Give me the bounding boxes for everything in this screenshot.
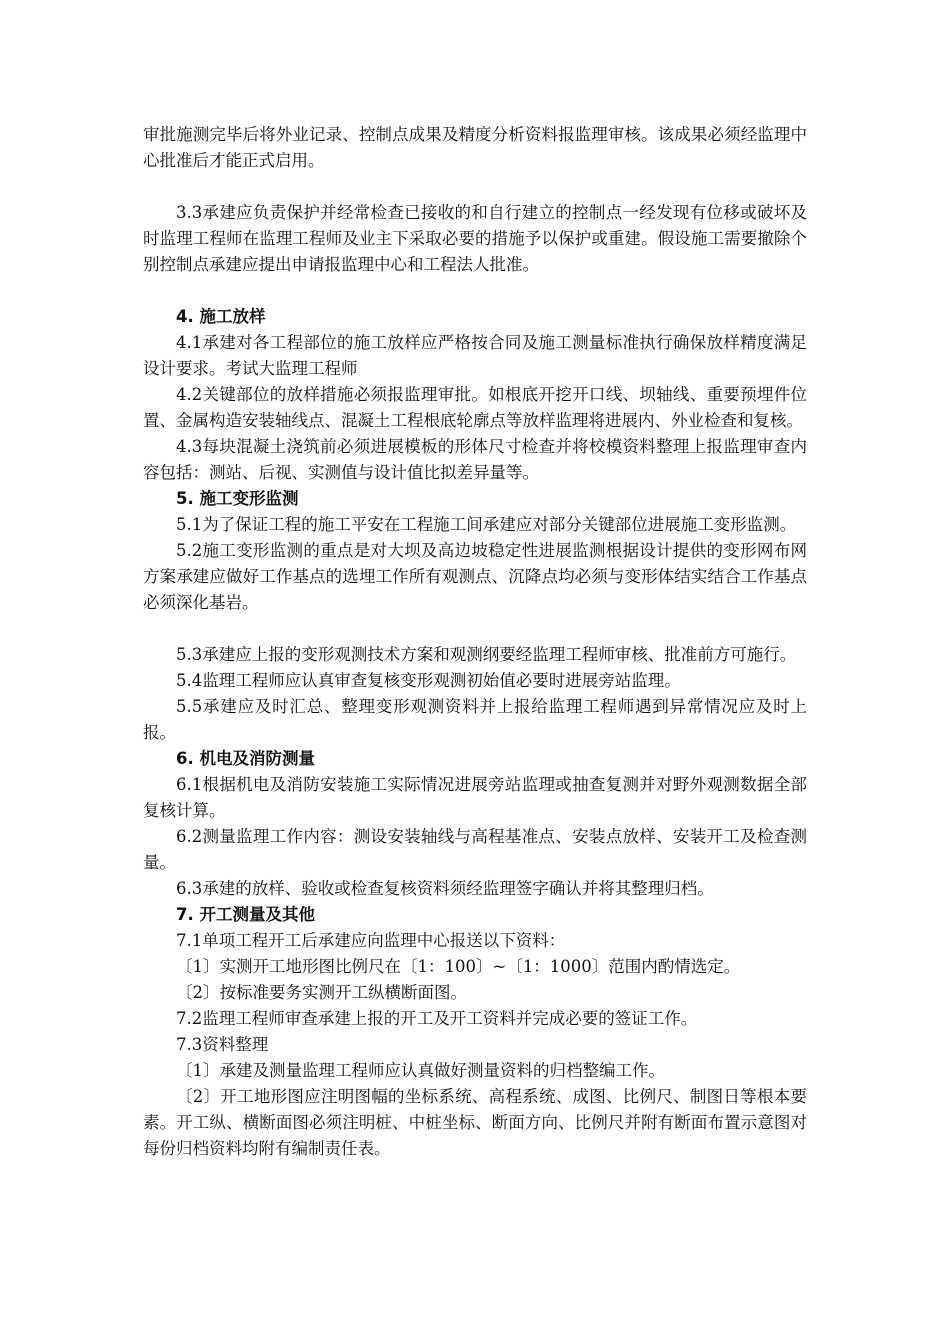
paragraph-4-2: 4.2关键部位的放样措施必须报监理审批。如根底开挖开口线、坝轴线、重要预埋件位置、金属构造安装轴线点、混凝土工程根底轮廓点等放样监理将进展内、外业检查和复核。 — [143, 385, 807, 430]
paragraph-7-3-item-1: 〔1〕承建及测量监理工程师应认真做好测量资料的归档整编工作。 — [176, 1061, 665, 1080]
paragraph-7-2: 7.2监理工程师审查承建上报的开工及开工资料并完成必要的签证工作。 — [176, 1009, 698, 1028]
paragraph-7-1-item-2: 〔2〕按标准要务实测开工纵横断面图。 — [176, 983, 467, 1002]
paragraph-5-4: 5.4监理工程师应认真审查复核变形观测初始值必要时进展旁站监理。 — [176, 671, 681, 690]
paragraph-intro: 审批施测完毕后将外业记录、控制点成果及精度分析资料报监理审核。该成果必须经监理中心批准后才能正式启用。 — [143, 125, 807, 170]
section-heading-7: 7. 开工测量及其他 — [176, 905, 315, 924]
paragraph-7-1: 7.1单项工程开工后承建应向监理中心报送以下资料： — [176, 931, 566, 950]
paragraph-7-3-item-2: 〔2〕开工地形图应注明图幅的坐标系统、高程系统、成图、比例尺、制图日等根本要素。开工纵、横断面图必须注明桩、中桩坐标、断面方向、比例尺并附有断面布置示意图对每份归档资料均附有编制责任表。 — [143, 1087, 807, 1158]
paragraph-3-3: 3.3承建应负责保护并经常检查已接收的和自行建立的控制点一经发现有位移或破坏及时监理工程师在监理工程师及业主下采取必要的措施予以保护或重建。假设施工需要撤除个别控制点承建应提出申请报监理中心和工程法人批准。 — [143, 203, 807, 274]
paragraph-5-2: 5.2施工变形监测的重点是对大坝及高边坡稳定性进展监测根据设计提供的变形网布网方案承建应做好工作基点的选埋工作所有观测点、沉降点均必须与变形体结实结合工作基点必须深化基岩。 — [143, 541, 807, 612]
section-heading-6: 6. 机电及消防测量 — [176, 749, 315, 768]
paragraph-gap — [143, 174, 807, 200]
paragraph-4-3: 4.3每块混凝土浇筑前必须进展模板的形体尺寸检查并将校模资料整理上报监理审查内容包括：测站、后视、实测值与设计值比拟差异量等。 — [143, 437, 807, 482]
paragraph-7-1-item-1: 〔1〕实测开工地形图比例尺在〔1：100〕~〔1：1000〕范围内酌情选定。 — [176, 957, 741, 976]
paragraph-6-1: 6.1根据机电及消防安装施工实际情况进展旁站监理或抽查复测并对野外观测数据全部复核计算。 — [143, 775, 807, 820]
paragraph-6-3: 6.3承建的放样、验收或检查复核资料须经监理签字确认并将其整理归档。 — [176, 879, 714, 898]
section-heading-4: 4. 施工放样 — [176, 307, 266, 326]
paragraph-4-1: 4.1承建对各工程部位的施工放样应严格按合同及施工测量标准执行确保放样精度满足设计要求。考试大监理工程师 — [143, 333, 807, 378]
section-heading-5: 5. 施工变形监测 — [176, 489, 299, 508]
paragraph-gap — [143, 616, 807, 642]
paragraph-5-3: 5.3承建应上报的变形观测技术方案和观测纲要经监理工程师审核、批准前方可施行。 — [176, 645, 797, 664]
paragraph-5-5: 5.5承建应及时汇总、整理变形观测资料并上报给监理工程师遇到异常情况应及时上报。 — [143, 697, 807, 742]
paragraph-5-1: 5.1为了保证工程的施工平安在工程施工间承建应对部分关键部位进展施工变形监测。 — [176, 515, 797, 534]
paragraph-gap — [143, 278, 807, 304]
document-body — [143, 122, 807, 1162]
paragraph-7-3: 7.3资料整理 — [176, 1035, 269, 1054]
paragraph-6-2: 6.2测量监理工作内容：测设安装轴线与高程基准点、安装点放样、安装开工及检查测量。 — [143, 827, 807, 872]
